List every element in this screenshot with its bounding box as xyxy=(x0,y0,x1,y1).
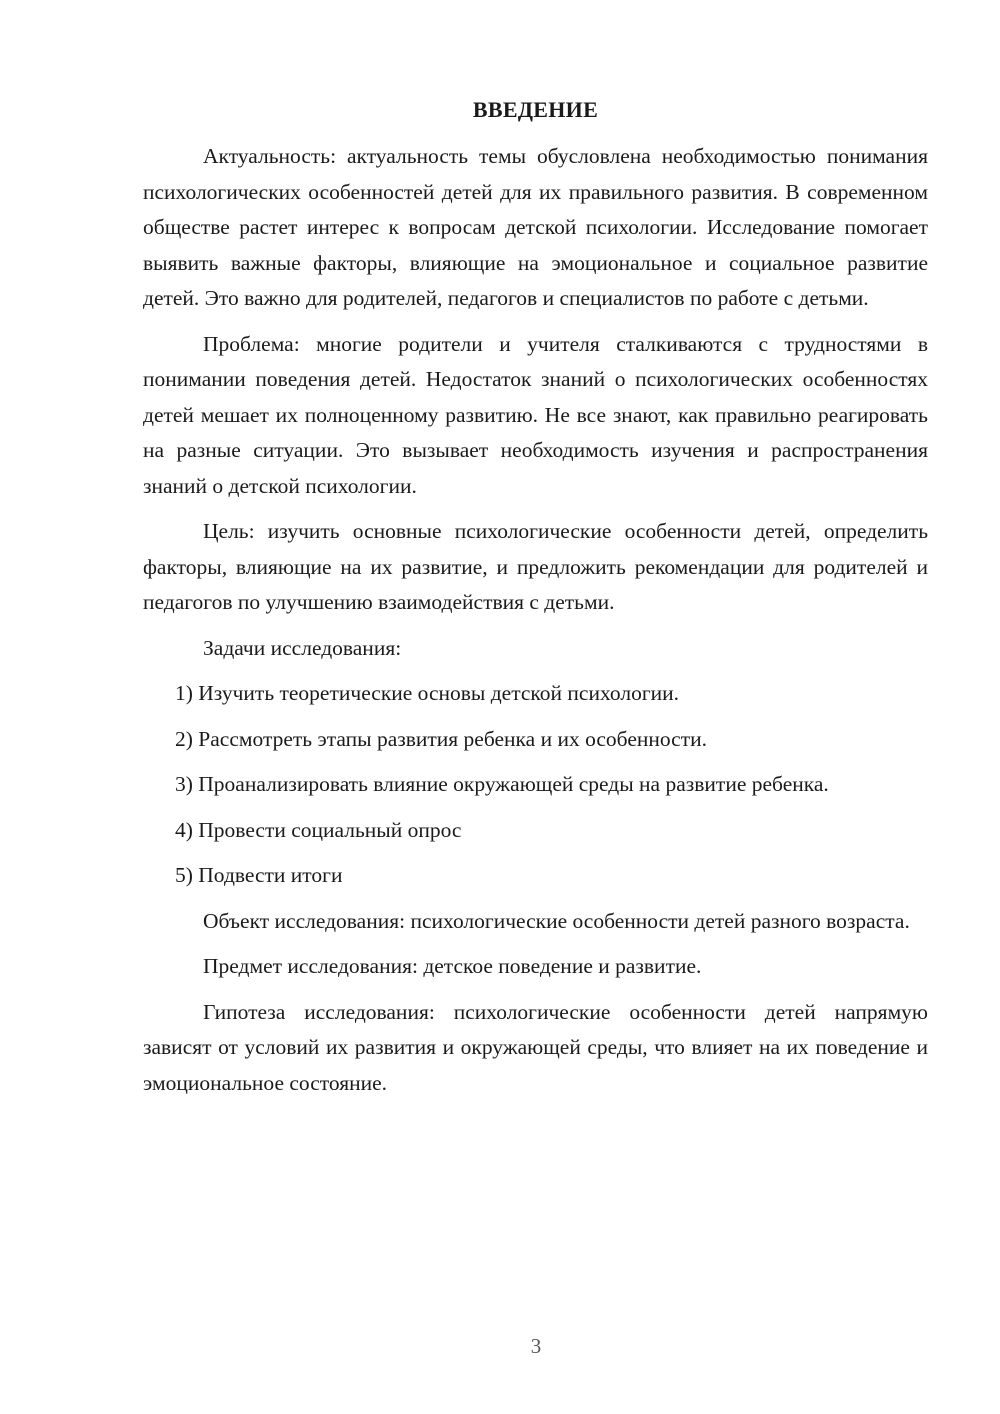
task-item-5: 5) Подвести итоги xyxy=(175,863,343,887)
tasks-heading: Задачи исследования: xyxy=(203,635,402,660)
paragraph-problem: Проблема: многие родители и учителя сталкиваются с трудностями в понимании поведения детей. Недостаток знаний о психологических особенностях детей мешает их полноценному развитию. Не все знают, как правильно реагировать на разные ситуации. Это вызывает необходимость изучения и распространения знаний о детской психологии. xyxy=(143,331,928,498)
paragraph-relevance: Актуальность: актуальность темы обусловлена необходимостью понимания психологических особенностей детей для их правильного развития. В современном обществе растет интерес к вопросам детской психологии. Исследование помогает выявить важные факторы, влияющие на эмоциональное и социальное развитие детей. Это важно для родителей, педагогов и специалистов по работе с детьми. xyxy=(143,144,928,310)
paragraph-subject: Предмет исследования: детское поведение и развитие. xyxy=(203,954,702,978)
page-number: 3 xyxy=(530,1334,542,1358)
task-item-4: 4) Провести социальный опрос xyxy=(175,817,462,842)
document-page xyxy=(143,95,928,1101)
task-item-2: 2) Рассмотреть этапы развития ребенка и их особенности. xyxy=(175,726,707,751)
paragraph-goal: Цель: изучить основные психологические особенности детей, определить факторы, влияющие на их развитие, и предложить рекомендации для родителей и педагогов по улучшению взаимодействия с детьми. xyxy=(143,519,928,614)
section-title: ВВЕДЕНИЕ xyxy=(472,97,599,122)
paragraph-object: Объект исследования: психологические особенности детей разного возраста. xyxy=(203,908,910,933)
paragraph-hypothesis: Гипотеза исследования: психологические особенности детей напрямую зависят от условий их развития и окружающей среды, что влияет на их поведение и эмоциональное состояние. xyxy=(143,999,928,1095)
task-item-3: 3) Проанализировать влияние окружающей среды на развитие ребенка. xyxy=(175,772,829,796)
task-item-1: 1) Изучить теоретические основы детской психологии. xyxy=(175,681,680,705)
